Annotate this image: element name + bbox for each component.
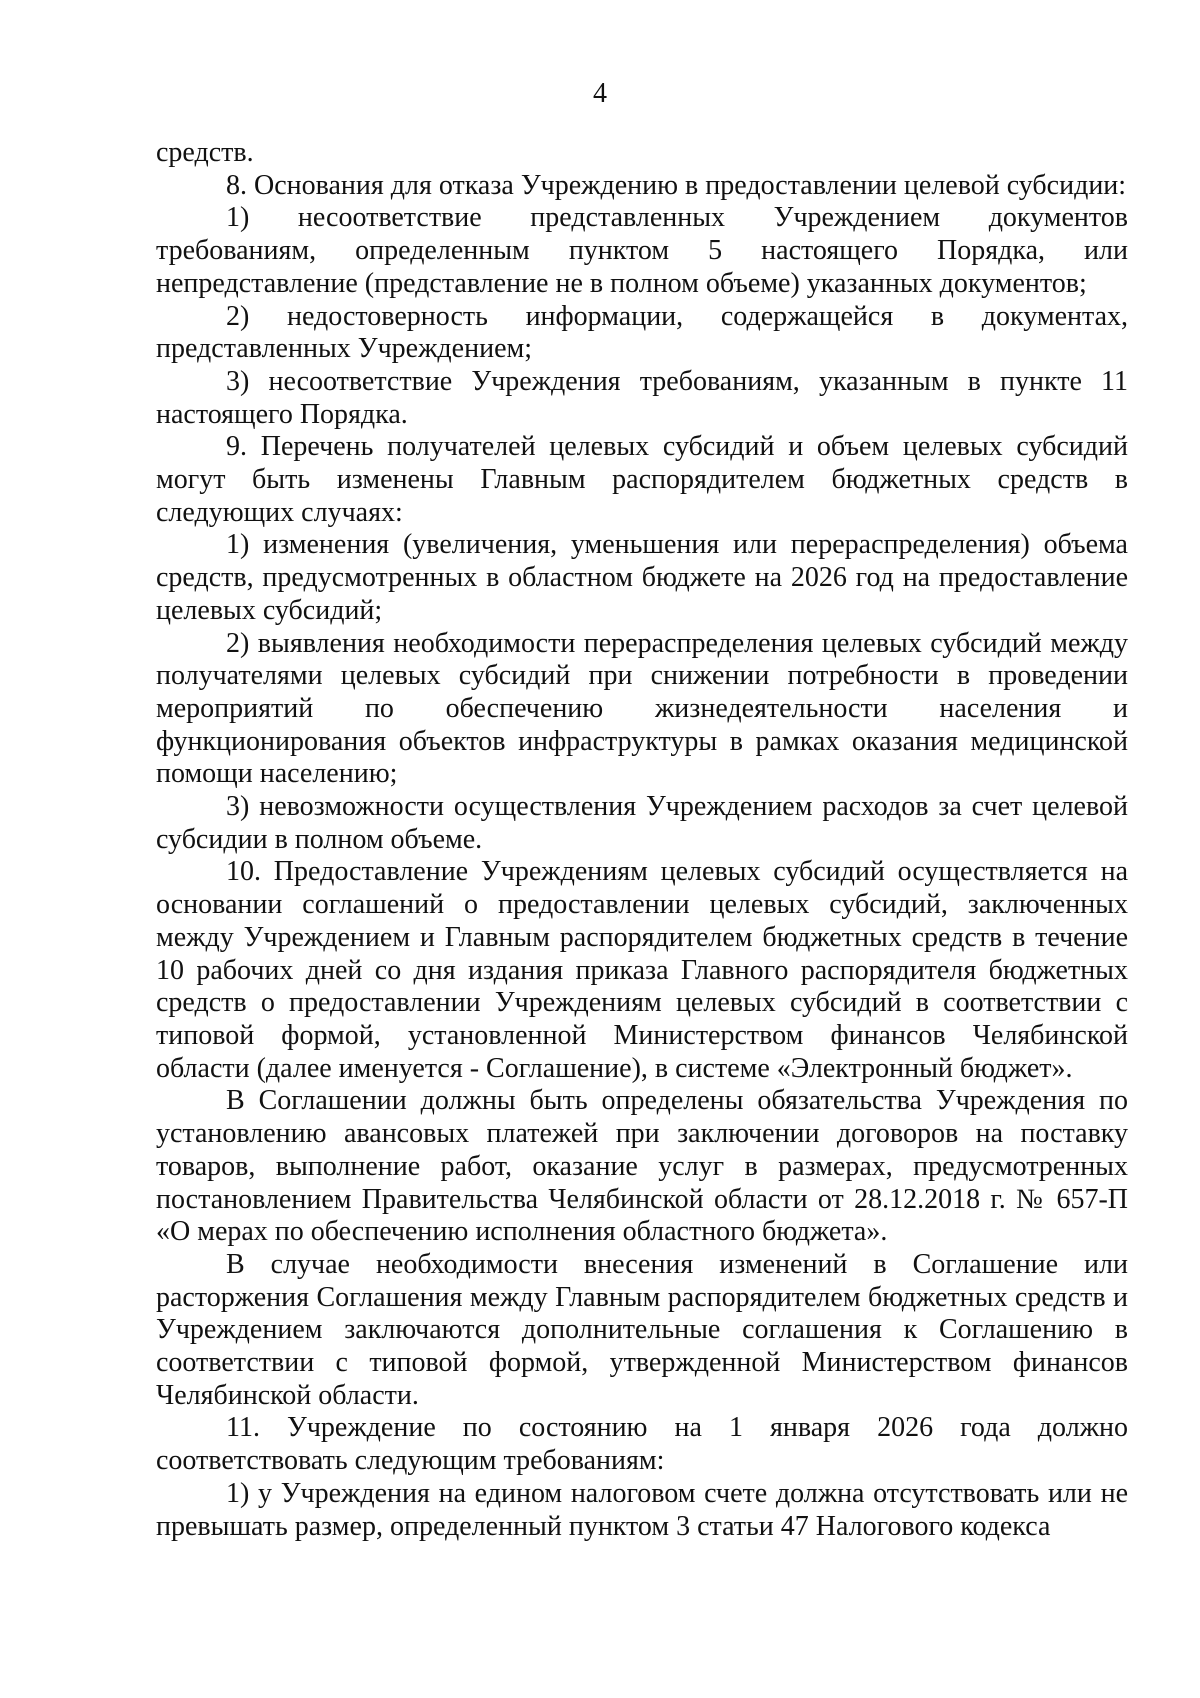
paragraph: 9. Перечень получателей целевых субсидий и объем целевых субсидий могут быть изменены Главным распорядителем бюджетных средств в следующих случаях:: [156, 431, 1128, 528]
paragraph: В случае необходимости внесения изменений в Соглашение или расторжения Соглашения между Главным распорядителем бюджетных средств и Учреждением заключаются дополнительные соглашения к Соглашению в соответствии с типовой формой, утвержденной Министерством финансов Челябинской области.: [156, 1248, 1128, 1411]
paragraph: 8. Основания для отказа Учреждению в предоставлении целевой субсидии:: [226, 169, 1127, 201]
paragraph: 3) невозможности осуществления Учреждением расходов за счет целевой субсидии в полном объеме.: [156, 791, 1128, 855]
paragraph: 10. Предоставление Учреждениям целевых субсидий осуществляется на основании соглашений о предоставлении целевых субсидий, заключенных между Учреждением и Главным распорядителем бюджетных средств в течение 10 рабочих дней со дня издания приказа Главного распорядителя бюджетных средств о предоставлении Учреждениям целевых субсидий в соответствии с типовой формой, установленной Министерством финансов Челябинской области (далее именуется - Соглашение), в системе «Электронный бюджет».: [156, 856, 1128, 1084]
document-body: [156, 137, 1128, 1543]
paragraph: В Соглашении должны быть определены обязательства Учреждения по установлению авансовых платежей при заключении договоров на поставку товаров, выполнение работ, оказание услуг в размерах, предусмотренных постановлением Правительства Челябинской области от 28.12.2018 г. № 657-П «О мерах по обеспечению исполнения областного бюджета».: [156, 1085, 1128, 1248]
paragraph: 1) изменения (увеличения, уменьшения или перераспределения) объема средств, предусмотренных в областном бюджете на 2026 год на предоставление целевых субсидий;: [156, 529, 1128, 626]
paragraph: 1) у Учреждения на едином налоговом счете должна отсутствовать или не превышать размер, определенный пунктом 3 статьи 47 Налогового кодекса: [156, 1477, 1128, 1542]
page-number: 4: [593, 78, 607, 109]
paragraph: 2) недостоверность информации, содержащейся в документах, представленных Учреждением;: [156, 300, 1128, 365]
paragraph: средств.: [156, 137, 254, 168]
paragraph: 3) несоответствие Учреждения требованиям, указанным в пункте 11 настоящего Порядка.: [156, 365, 1128, 430]
paragraph: 1) несоответствие представленных Учреждением документов требованиям, определенным пунктом 5 настоящего Порядка, или непредставление (представление не в полном объеме) указанных документов;: [156, 202, 1128, 299]
paragraph: 11. Учреждение по состоянию на 1 января 2026 года должно соответствовать следующим требованиям:: [156, 1412, 1128, 1477]
paragraph: 2) выявления необходимости перераспределения целевых субсидий между получателями целевых субсидий при снижении потребности в проведении мероприятий по обеспечению жизнедеятельности населения и функционирования объектов инфраструктуры в рамках оказания медицинской помощи населению;: [156, 627, 1128, 790]
